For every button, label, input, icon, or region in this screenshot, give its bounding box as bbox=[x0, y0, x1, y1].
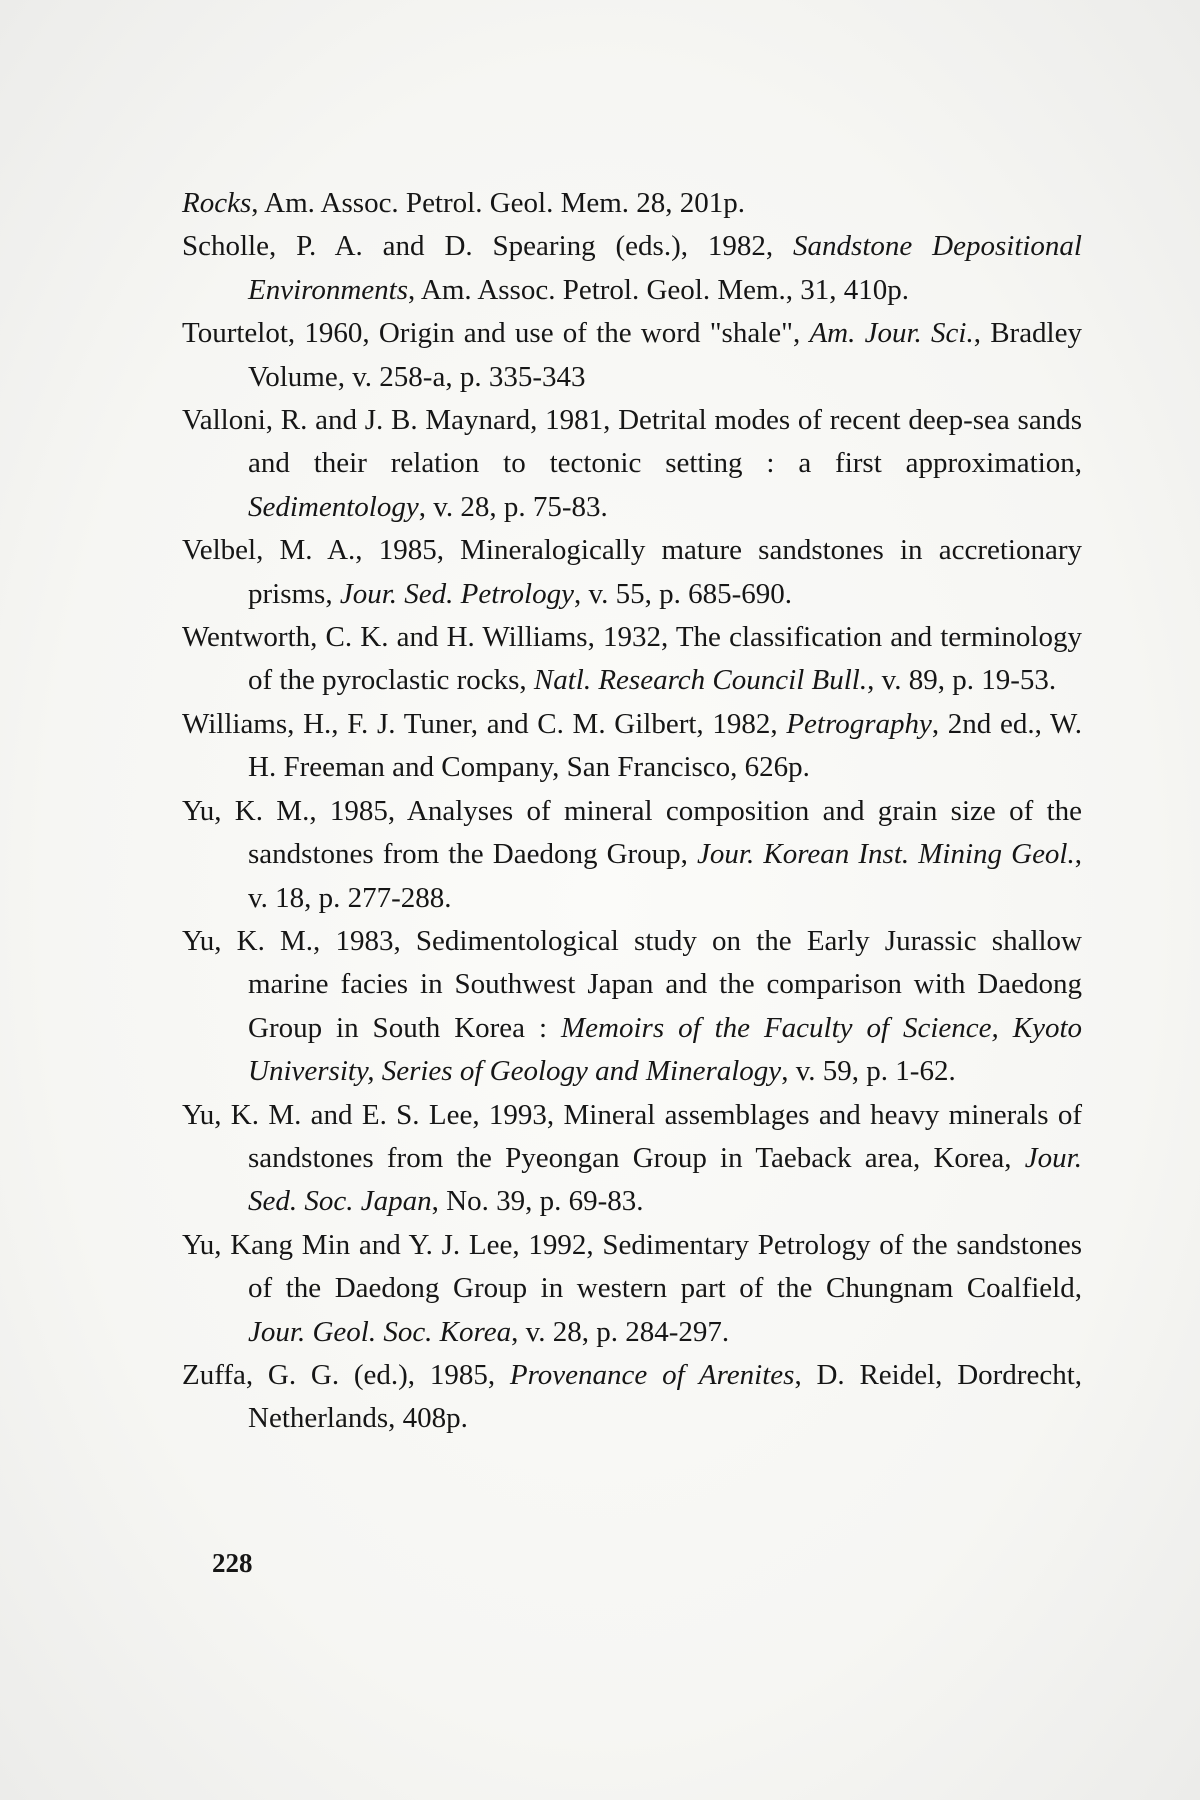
reference-entry bbox=[182, 1354, 1082, 1441]
reference-text: Yu, Kang Min and Y. J. Lee, 1992, Sedimentary Petrology of the sandstones of the Daedong Group in western part of the Chungnam Coalfield, bbox=[182, 1228, 1082, 1305]
reference-text: , v. 89, p. 19-53. bbox=[867, 664, 1057, 697]
reference-text: Zuffa, G. G. (ed.), 1985, bbox=[182, 1358, 510, 1391]
reference-entry bbox=[182, 399, 1082, 529]
reference-list bbox=[182, 182, 1082, 1441]
reference-italic-title: Sedimentology bbox=[248, 490, 419, 523]
reference-italic-title: Rocks bbox=[182, 187, 252, 219]
reference-text: Scholle, P. A. and D. Spearing (eds.), 1982, bbox=[182, 230, 794, 263]
reference-entry bbox=[182, 225, 1082, 312]
reference-italic-title: Provenance of Arenites bbox=[509, 1358, 795, 1391]
reference-text: Wentworth, C. K. and H. Williams, 1932, The classification and terminology of the pyroclastic rocks, bbox=[182, 621, 1082, 697]
page-number: 228 bbox=[212, 1548, 253, 1578]
reference-entry bbox=[182, 703, 1082, 790]
reference-italic-title: Jour. Geol. Soc. Korea bbox=[248, 1315, 512, 1348]
reference-text: Yu, K. M. and E. S. Lee, 1993, Mineral assemblages and heavy minerals of sandstones from the Pyeongan Group in Taeback area, Korea, bbox=[182, 1098, 1082, 1174]
reference-italic-title: Natl. Research Council Bull. bbox=[533, 664, 868, 697]
reference-text: , Bradley Volume, v. 258-a, p. 335-343 bbox=[248, 317, 1082, 393]
reference-text: , v. 55, p. 685-690. bbox=[573, 577, 792, 610]
reference-italic-title: Am. Jour. Sci. bbox=[809, 317, 974, 350]
reference-text: , v. 28, p. 75-83. bbox=[418, 490, 608, 523]
reference-entry bbox=[182, 920, 1082, 1094]
reference-text: , v. 28, p. 284-297. bbox=[511, 1315, 730, 1348]
reference-text: Valloni, R. and J. B. Maynard, 1981, Detrital modes of recent deep-sea sands and their relation to tectonic setting : a first approximation, bbox=[182, 404, 1082, 480]
reference-italic-title: Memoirs of the Faculty of Science, Kyoto University, Series of Geology and Mineralogy bbox=[248, 1011, 1083, 1088]
reference-entry bbox=[182, 182, 1082, 225]
reference-text: Williams, H., F. J. Tuner, and C. M. Gilbert, 1982, bbox=[182, 707, 787, 740]
reference-text: Yu, K. M., 1985, Analyses of mineral composition and grain size of the sandstones from the Daedong Group, bbox=[182, 794, 1082, 871]
reference-italic-title: Petrography bbox=[786, 707, 932, 740]
reference-text: , D. Reidel, Dordrecht, Netherlands, 408p. bbox=[248, 1358, 1083, 1435]
reference-italic-title: Sandstone Depositional Environments bbox=[248, 230, 1082, 306]
reference-text: , 2nd ed., W. H. Freeman and Company, San Francisco, 626p. bbox=[248, 707, 1083, 784]
reference-text: , v. 18, p. 277-288. bbox=[248, 838, 1082, 914]
reference-italic-title: Jour. Sed. Petrology bbox=[339, 577, 574, 610]
reference-text: , Am. Assoc. Petrol. Geol. Mem., 31, 410p. bbox=[408, 273, 910, 306]
reference-entry bbox=[182, 616, 1082, 703]
reference-entry bbox=[182, 1224, 1082, 1354]
reference-text: , v. 59, p. 1-62. bbox=[781, 1055, 956, 1088]
reference-text: Velbel, M. A., 1985, Mineralogically mature sandstones in accretionary prisms, bbox=[182, 534, 1082, 610]
reference-entry bbox=[182, 1094, 1082, 1224]
reference-entry bbox=[182, 312, 1082, 399]
reference-text: Tourtelot, 1960, Origin and use of the word "shale", bbox=[182, 317, 810, 350]
reference-italic-title: Jour. Sed. Soc. Japan bbox=[248, 1141, 1082, 1218]
reference-italic-title: Jour. Korean Inst. Mining Geol. bbox=[697, 838, 1075, 871]
reference-text: Yu, K. M., 1983, Sedimentological study on the Early Jurassic shallow marine facies in Southwest Japan and the comparison with Daedong Group in South Korea : bbox=[182, 924, 1082, 1044]
reference-text: , Am. Assoc. Petrol. Geol. Mem. 28, 201p. bbox=[251, 187, 746, 219]
reference-entry bbox=[182, 529, 1082, 616]
reference-text: , No. 39, p. 69-83. bbox=[431, 1185, 644, 1218]
reference-entry bbox=[182, 790, 1082, 920]
